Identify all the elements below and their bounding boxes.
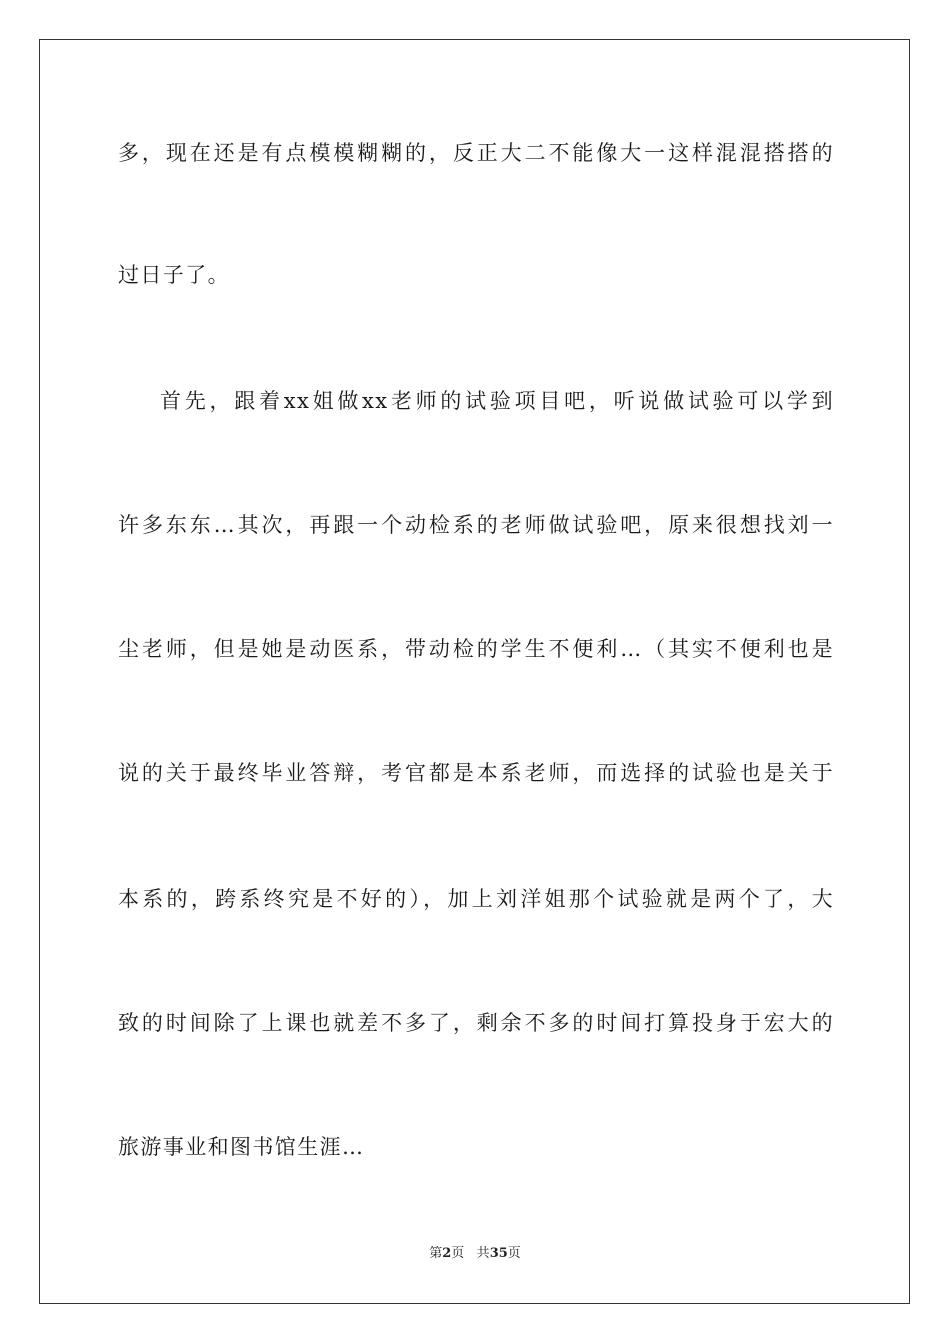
body-line-7: 本系的，跨系终究是不好的），加上刘洋姐那个试验就是两个了，大 [118,887,834,911]
body-line-9: 旅游事业和图书馆生涯… [118,1135,365,1159]
body-line-2: 过日子了。 [118,263,230,287]
body-line-5: 尘老师，但是她是动医系，带动检的学生不便利…（其实不便利也是 [118,637,834,661]
body-line-6: 说的关于最终毕业答辩，考官都是本系老师，而选择的试验也是关于 [118,761,834,785]
footer-total-prefix: 共 [476,1246,490,1261]
footer-page-number: 2 [442,1246,452,1261]
footer-page-suffix: 页 [451,1246,465,1261]
body-line-1: 多，现在还是有点模模糊糊的，反正大二不能像大一这样混混搭搭的 [118,141,834,165]
footer-total-pages: 35 [489,1246,508,1261]
body-line-3: 首先，跟着xx姐做xx老师的试验项目吧，听说做试验可以学到 [160,389,834,413]
body-line-8: 致的时间除了上课也就差不多了，剩余不多的时间打算投身于宏大的 [118,1011,834,1035]
body-line-4: 许多东东…其次，再跟一个动检系的老师做试验吧，原来很想找刘一 [118,513,834,537]
page-border [39,39,910,1304]
page-footer [0,1246,950,1262]
footer-page-prefix: 第 [429,1246,443,1261]
footer-total-suffix: 页 [507,1246,521,1261]
